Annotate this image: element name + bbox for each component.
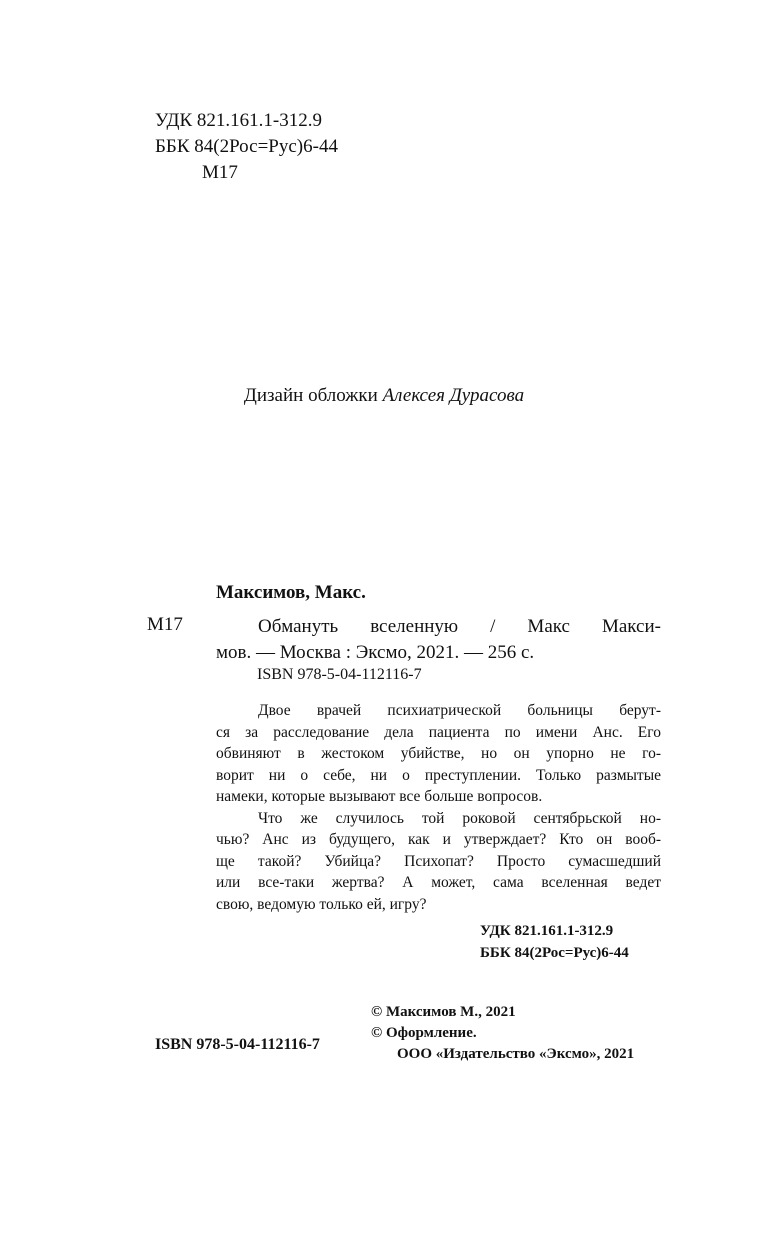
isbn-bottom: ISBN 978-5-04-112116-7 — [155, 1036, 320, 1053]
design-credit-prefix: Дизайн обложки — [243, 385, 378, 406]
author-sign-left: М17 — [147, 614, 183, 635]
isbn-record: ISBN 978-5-04-112116-7 — [257, 666, 422, 683]
annotation — [216, 700, 661, 915]
annotation-line: ся за расследование дела пациента по имени Анс. Его — [216, 723, 661, 741]
cover-design-credit — [0, 385, 768, 407]
copyright-publisher: ООО «Издательство «Эксмо», 2021 — [397, 1046, 635, 1062]
annotation-line: чью? Анс из будущего, как и утверждает? Кто он вооб- — [216, 831, 661, 848]
annotation-line: Двое врачей психиатрической больницы берут- — [258, 702, 661, 719]
designer-name: Алексея Дурасова — [382, 385, 525, 406]
udk-code: УДК 821.161.1-312.9 — [155, 110, 322, 131]
title-line-2: мов. — Москва : Эксмо, 2021. — 256 с. — [216, 642, 535, 663]
title-description — [216, 614, 661, 666]
classification-right — [480, 920, 629, 964]
annotation-line: свою, ведомую только ей, игру? — [216, 895, 427, 913]
annotation-line: или все-таки жертва? А может, сама вселенная ведет — [216, 874, 661, 891]
annotation-line: ще такой? Убийца? Психопат? Просто сумасшедший — [216, 852, 661, 870]
annotation-line: обвиняют в жестоком убийстве, но он упорно не го- — [216, 745, 661, 762]
bbk-code-right: ББК 84(2Рос=Рус)6-44 — [480, 945, 629, 961]
annotation-line: намеки, которые вызывают все больше вопросов. — [216, 788, 543, 805]
annotation-line: ворит ни о себе, ни о преступлении. Только размытые — [216, 766, 661, 784]
copyright-block — [371, 1002, 634, 1065]
copyright-author: © Максимов М., 2021 — [371, 1004, 516, 1020]
classification-block — [155, 108, 338, 186]
bbk-code: ББК 84(2Рос=Рус)6-44 — [155, 136, 338, 157]
author-sign: М17 — [202, 162, 238, 183]
title-line-1: Обмануть вселенную / Макс Макси- — [258, 616, 661, 637]
copyright-design: © Оформление. — [371, 1025, 477, 1041]
author-heading: Максимов, Макс. — [216, 582, 366, 603]
udk-code-right: УДК 821.161.1-312.9 — [480, 923, 614, 939]
annotation-line: Что же случилось той роковой сентябрьской но- — [258, 809, 661, 827]
